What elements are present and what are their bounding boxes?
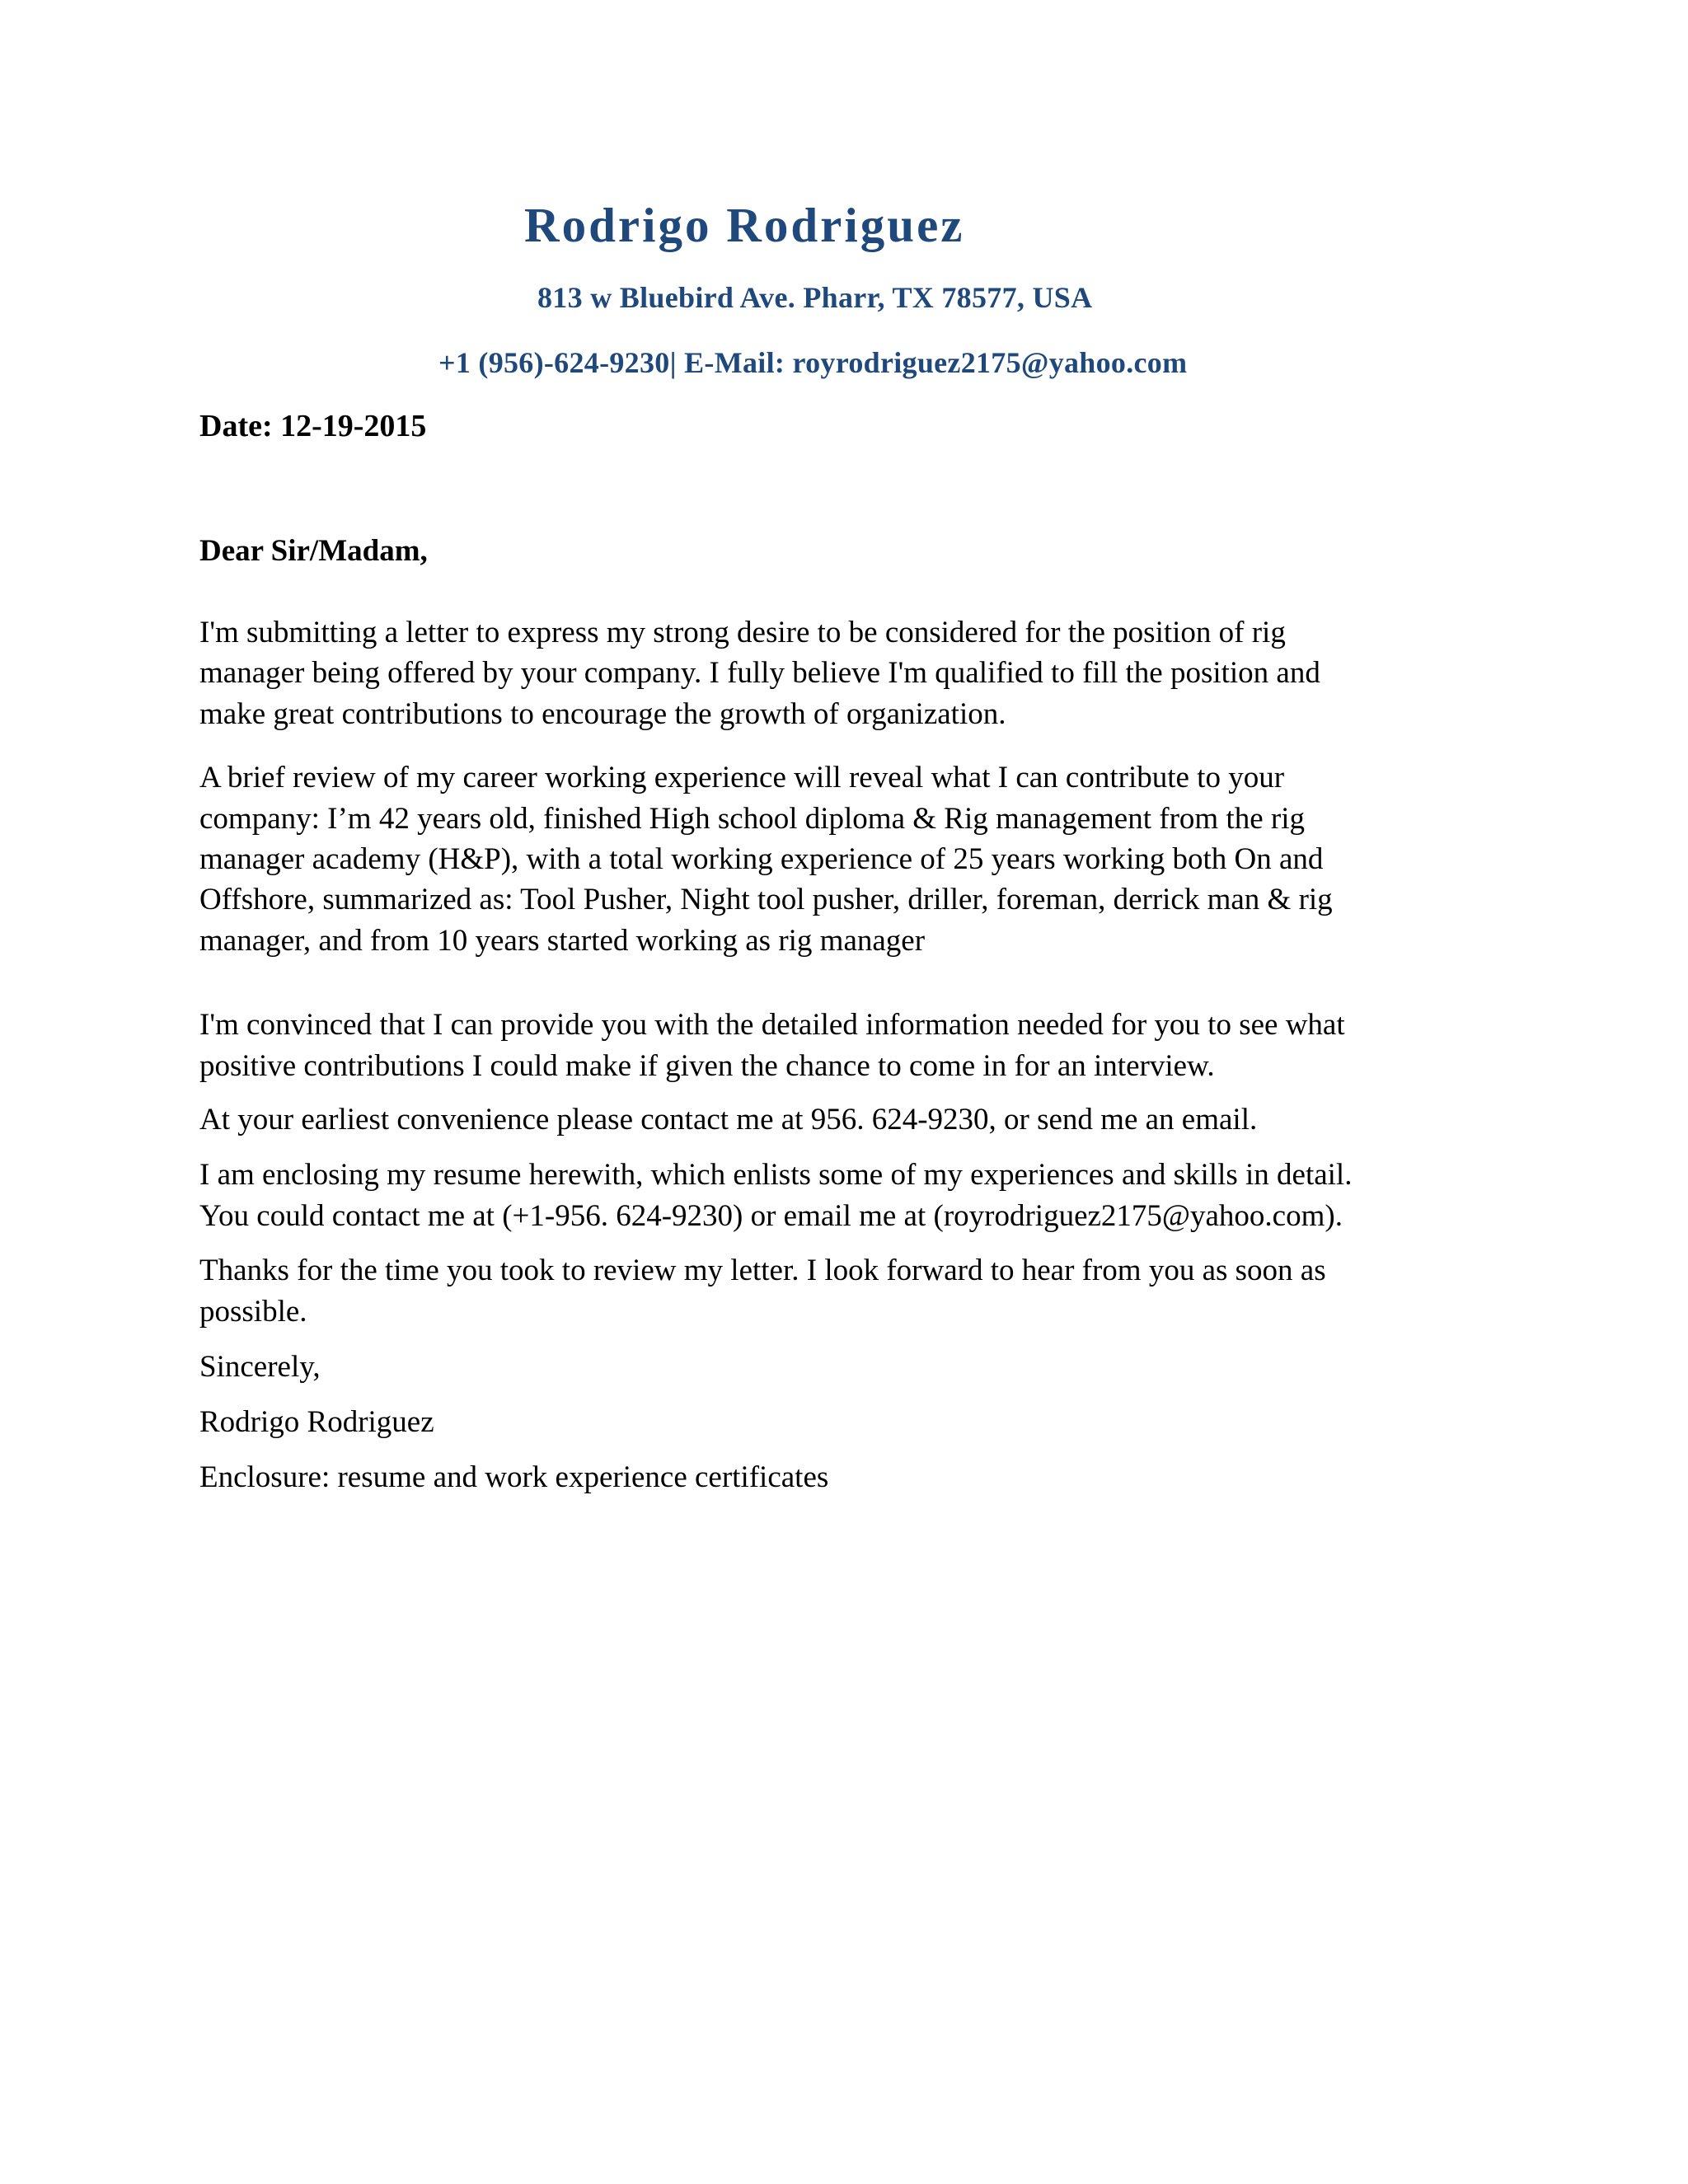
paragraph-2-line-5: manager, and from 10 years started working as rig manager [199,924,926,958]
paragraph-2-line-3: manager academy (H&P), with a total working experience of 25 years working both On and [199,842,1324,876]
paragraph-2-line-4: Offshore, summarized as: Tool Pusher, Night tool pusher, driller, foreman, derrick man & rig [199,883,1333,916]
paragraph-1-line-1: I'm submitting a letter to express my strong desire to be considered for the position of rig [199,616,1286,649]
closing-enclosure: Enclosure: resume and work experience certificates [199,1460,829,1494]
paragraph-3-line-2: positive contributions I could make if given the chance to come in for an interview. [199,1049,1215,1083]
paragraph-2-line-2: company: I’m 42 years old, finished High school diploma & Rig management from the rig [199,802,1305,836]
paragraph-3-line-1: I'm convinced that I can provide you with the detailed information needed for you to see what [199,1008,1345,1042]
paragraph-5-line-1: I am enclosing my resume herewith, which enlists some of my experiences and skills in detail. [199,1158,1353,1192]
paragraph-6-line-1: Thanks for the time you took to review my letter. I look forward to hear from you as soon as [199,1254,1326,1287]
closing-signature: Rodrigo Rodriguez [199,1405,434,1439]
sender-name: Rodrigo Rodriguez [524,198,965,252]
sender-address: 813 w Bluebird Ave. Pharr, TX 78577, USA [537,281,1093,314]
closing-sincerely: Sincerely, [199,1350,321,1384]
paragraph-5-line-2: You could contact me at (+1-956. 624-9230) or email me at (royrodriguez2175@yahoo.com). [199,1199,1343,1233]
paragraph-1-line-2: manager being offered by your company. I fully believe I'm qualified to fill the position and [199,656,1320,690]
paragraph-2-line-1: A brief review of my career working experience will reveal what I can contribute to your [199,761,1285,794]
letter-date: Date: 12-19-2015 [199,409,427,443]
paragraph-4-line-1: At your earliest convenience please contact me at 956. 624-9230, or send me an email. [199,1103,1258,1137]
salutation: Dear Sir/Madam, [199,534,428,568]
paragraph-1-line-3: make great contributions to encourage the growth of organization. [199,697,1006,731]
sender-contact: +1 (956)-624-9230| E-Mail: royrodriguez2175@yahoo.com [438,346,1188,379]
paragraph-6-line-2: possible. [199,1295,307,1329]
